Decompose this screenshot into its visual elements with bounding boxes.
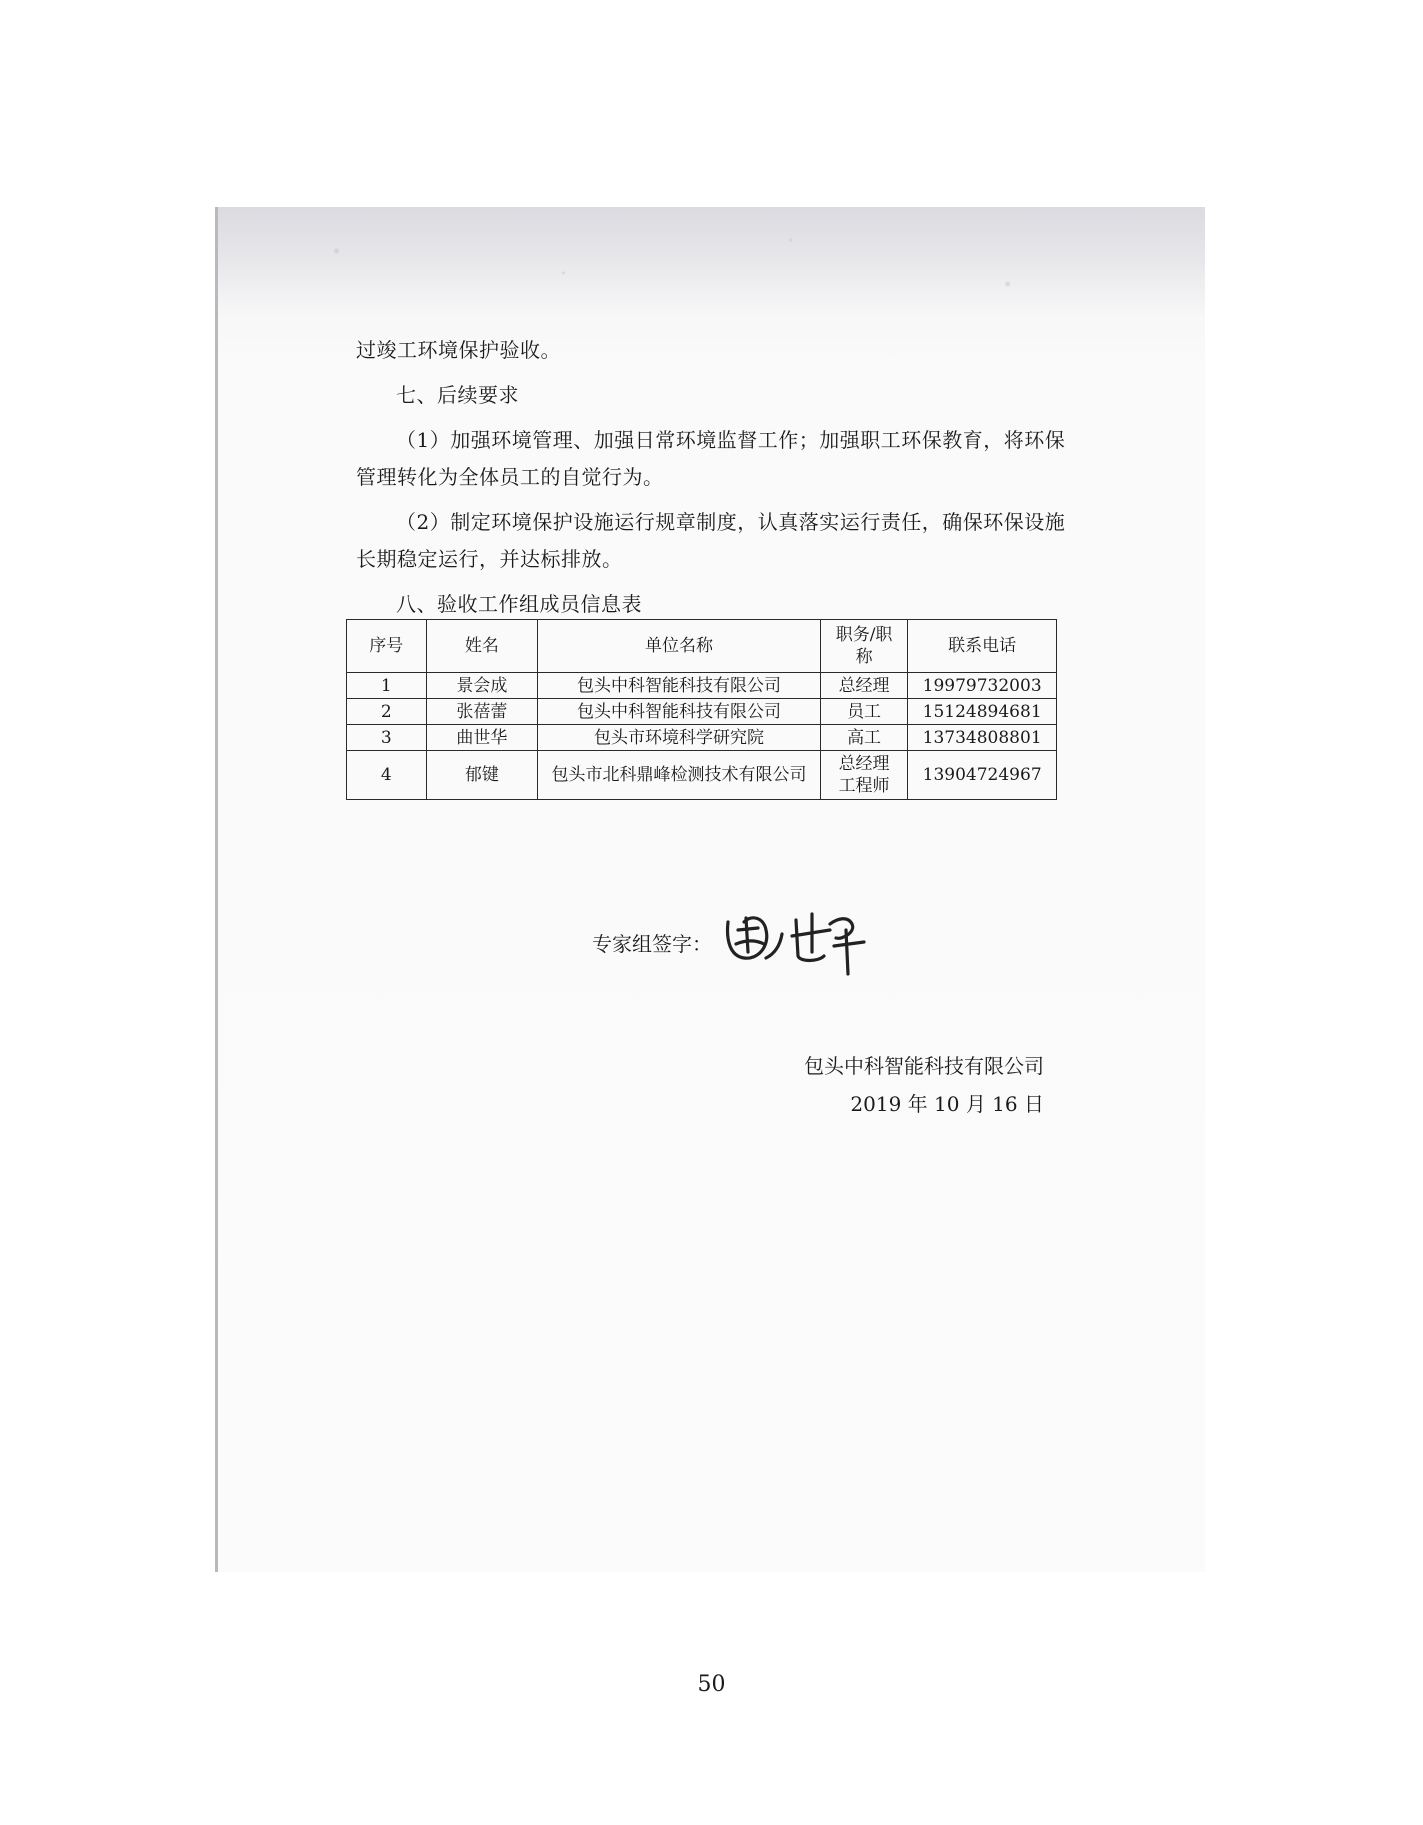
cell-phone: 19979732003 — [908, 673, 1057, 699]
page-number: 50 — [697, 1672, 726, 1697]
header-title-line-2: 称 — [855, 647, 873, 667]
cell-name: 郁键 — [426, 751, 538, 800]
table-row — [347, 673, 1057, 699]
cell-phone: 13734808801 — [908, 725, 1057, 751]
section-heading-8: 八、验收工作组成员信息表 — [396, 592, 642, 616]
cell-title-line-2: 工程师 — [838, 776, 890, 796]
cell-phone: 13904724967 — [908, 751, 1057, 800]
cell-title-line-1: 总经理 — [838, 754, 890, 774]
cell-seq: 3 — [347, 725, 427, 751]
table-row — [347, 699, 1057, 725]
members-table — [346, 619, 1057, 800]
document-date: 2019 年 10 月 16 日 — [850, 1092, 1044, 1116]
requirement-2-line-1: （2）制定环境保护设施运行规章制度，认真落实运行责任，确保环保设施 — [396, 510, 1066, 534]
cell-unit: 包头市北科鼎峰检测技术有限公司 — [538, 751, 821, 800]
handwritten-signature — [722, 900, 872, 980]
header-title — [820, 620, 907, 673]
cell-unit: 包头中科智能科技有限公司 — [538, 699, 821, 725]
table-header-row — [347, 620, 1057, 673]
paragraph-ending: 过竣工环境保护验收。 — [356, 338, 561, 362]
requirement-1-line-1: （1）加强环境管理、加强日常环境监督工作；加强职工环保教育，将环保 — [396, 428, 1066, 452]
cell-title: 总经理 — [820, 673, 907, 699]
company-name: 包头中科智能科技有限公司 — [804, 1054, 1044, 1078]
cell-title: 高工 — [820, 725, 907, 751]
cell-name: 曲世华 — [426, 725, 538, 751]
header-name: 姓名 — [426, 620, 538, 673]
scanned-page — [215, 207, 1205, 1572]
header-title-line-1: 职务/职 — [835, 625, 893, 645]
section-heading-7: 七、后续要求 — [396, 383, 519, 407]
header-seq: 序号 — [347, 620, 427, 673]
cell-seq: 2 — [347, 699, 427, 725]
cell-name: 张蓓蕾 — [426, 699, 538, 725]
header-phone: 联系电话 — [908, 620, 1057, 673]
cell-name: 景会成 — [426, 673, 538, 699]
requirement-2-line-2: 长期稳定运行，并达标排放。 — [356, 547, 623, 571]
table-row — [347, 725, 1057, 751]
table-row — [347, 751, 1057, 800]
header-unit: 单位名称 — [538, 620, 821, 673]
cell-seq: 4 — [347, 751, 427, 800]
signature-label: 专家组签字： — [592, 932, 712, 956]
requirement-1-line-2: 管理转化为全体员工的自觉行为。 — [356, 465, 664, 489]
cell-title — [820, 751, 907, 800]
cell-phone: 15124894681 — [908, 699, 1057, 725]
scan-noise — [218, 207, 1205, 317]
cell-unit: 包头市环境科学研究院 — [538, 725, 821, 751]
cell-title: 员工 — [820, 699, 907, 725]
cell-unit: 包头中科智能科技有限公司 — [538, 673, 821, 699]
cell-seq: 1 — [347, 673, 427, 699]
